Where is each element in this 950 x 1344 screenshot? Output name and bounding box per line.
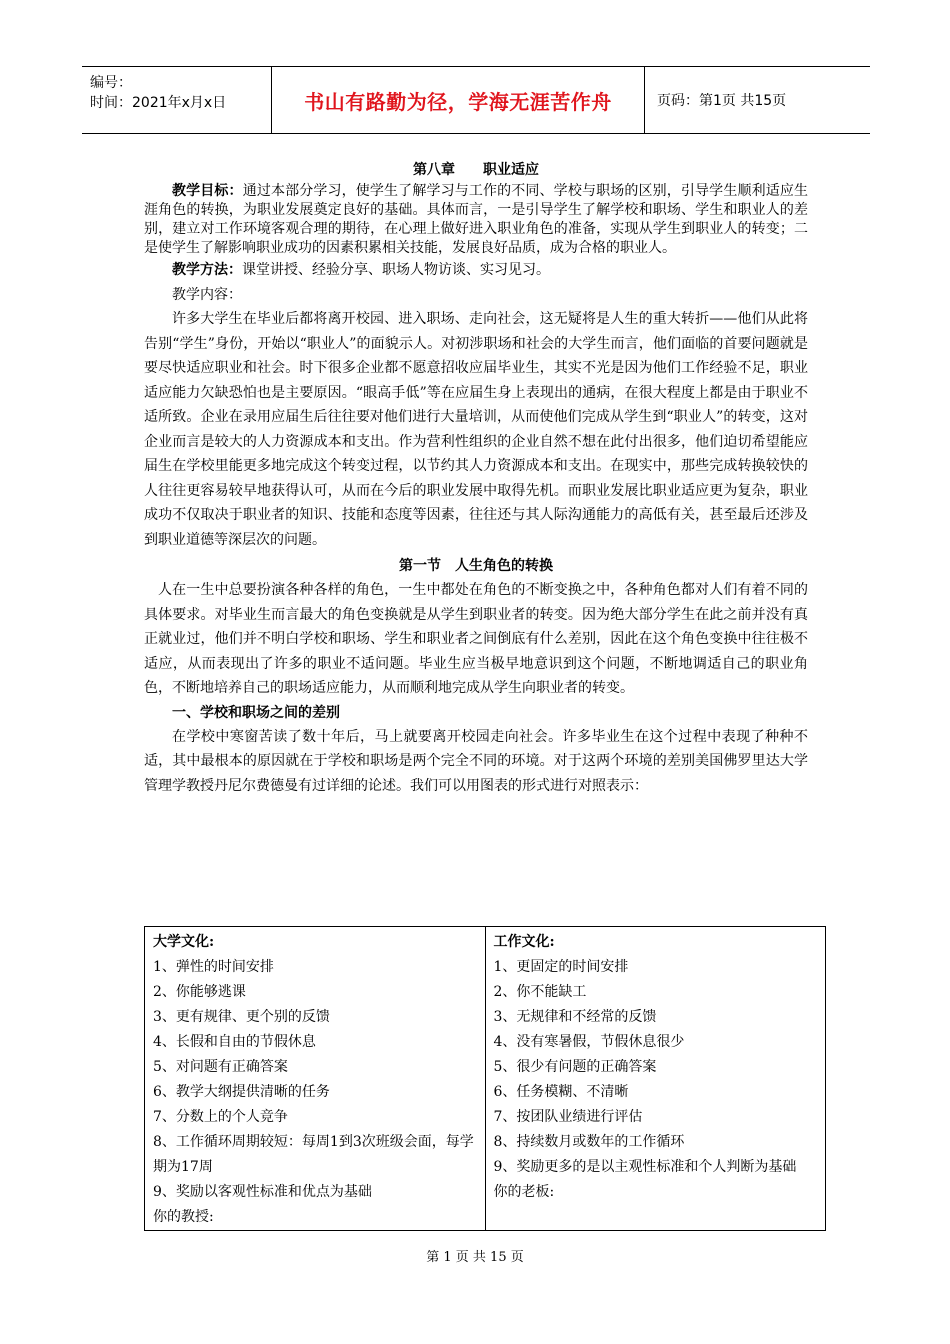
intro-paragraph: 许多大学生在毕业后都将离开校园、进入职场、走向社会，这无疑将是人生的重大转折——他们从此将告别“学生”身份，开始以“职业人”的面貌示人。对初涉职场和社会的大学生而言，他们面临的首要问题就是要尽快适应职业和社会。时下很多企业都不愿意招收应届毕业生，其实不光是因为他们工作经验不足，职业适应能力欠缺恐怕也是主要原因。“眼高手低”等在应届生身上表现出的通病，在很大程度上都是由于职业不适所致。企业在录用应届生后往往要对他们进行大量培训，从而使他们完成从学生到“职业人”的转变，这对企业而言是较大的人力资源成本和支出。作为营利性组织的企业自然不想在此付出很多，他们迫切希望能应届生在学校里能更多地完成这个转变过程，以节约其人力资源成本和支出。在现实中，那些完成转换较快的人往往更容易较早地获得认可，从而在今后的职业发展中取得先机。而职业发展比职业适应更为复杂，职业成功不仅取决于职业者的知识、技能和态度等因素，往往还与其人际沟通能力的高低有关，甚至最后还涉及到职业道德等深层次的问题。 [144,311,808,548]
subsection-title: 一、学校和职场之间的差别 [172,704,340,721]
methods-paragraph [144,258,808,283]
list-item: 6、教学大纲提供清晰的任务 [153,1084,330,1100]
list-item: 5、对问题有正确答案 [153,1059,288,1075]
work-culture-column [485,927,826,1231]
subsection-paragraph: 在学校中寒窗苦读了数十年后，马上就要离开校园走向社会。许多毕业生在这个过程中表现了种种不适，其中最根本的原因就在于学校和职场是两个完全不同的环境。对于这两个环境的差别美国佛罗里达大学管理学教授丹尼尔费德曼有过详细的论述。我们可以用图表的形式进行对照表示： [144,728,808,794]
methods-label: 教学方法： [172,262,242,278]
list-item: 7、按团队业绩进行评估 [493,1109,643,1125]
list-item: 3、无规律和不经常的反馈 [493,1009,657,1025]
objectives-text: 通过本部分学习，使学生了解学习与工作的不同、学校与职场的区别，引导学生顺利适应生涯角色的转换，为职业发展奠定良好的基础。具体而言，一是引导学生了解学校和职场、学生和职业人的差别，建立对工作环境客观合理的期待，在心理上做好进入职业角色的准备，实现从学生到职业人的转变；二是使学生了解影响职业成功的因素积累相关技能，发展良好品质，成为合格的职业人。 [144,183,809,256]
page-footer: 第 1 页 共 15 页 [426,1250,524,1265]
list-item: 4、长假和自由的节假休息 [153,1034,316,1050]
header-meta [82,67,272,133]
header-motto: 书山有路勤为径，学海无涯苦作舟 [272,67,645,133]
list-item: 6、任务模糊、不清晰 [493,1084,629,1100]
chapter-title: 第八章 职业适应 [413,162,539,178]
list-item: 5、很少有问题的正确答案 [493,1059,657,1075]
methods-text: 课堂讲授、经验分享、职场人物访谈、实习见习。 [242,262,550,278]
section-paragraph: 人在一生中总要扮演各种各样的角色，一生中都处在角色的不断变换之中，各种角色都对人们有着不同的具体要求。对毕业生而言最大的角色变换就是从学生到职业者的转变。因为绝大部分学生在此之前并没有真正就业过，他们并不明白学校和职场、学生和职业者之间倒底有什么差别，因此在这个角色变换中往往极不适应，从而表现出了许多的职业不适问题。毕业生应当极早地意识到这个问题，不断地调适自己的职业角色，不断地培养自己的职场适应能力，从而顺利地完成从学生向职业者的转变。 [144,582,808,696]
university-culture-header: 大学文化: [153,934,215,950]
list-item: 1、弹性的时间安排 [153,959,274,975]
list-item: 3、更有规律、更个别的反馈 [153,1009,330,1025]
page-header [82,66,870,134]
header-page-info: 页码：第1页 共15页 [657,93,787,109]
list-item: 你的老板: [493,1184,555,1200]
work-culture-header: 工作文化: [493,934,555,950]
list-item: 2、你能够逃课 [153,984,246,1000]
content-label: 教学内容： [172,286,242,303]
list-item: 1、更固定的时间安排 [493,959,629,975]
objectives-label: 教学目标： [172,183,243,199]
document-body [144,160,808,798]
list-item: 9、奖励更多的是以主观性标准和个人判断为基础 [493,1159,797,1175]
list-item: 7、分数上的个人竞争 [153,1109,288,1125]
section-title: 第一节 人生角色的转换 [399,558,553,574]
table-row [145,927,826,1231]
list-item: 4、没有寒暑假，节假休息很少 [493,1034,685,1050]
list-item: 2、你不能缺工 [493,984,587,1000]
list-item: 你的教授: [153,1209,214,1225]
comparison-table [144,926,826,1231]
list-item: 8、工作循环周期较短：每周1到3次班级会面，每学期为17周 [153,1134,474,1175]
objectives-paragraph [144,182,808,258]
list-item: 9、奖励以客观性标准和优点为基础 [153,1184,372,1200]
header-time: 时间：2021年x月x日 [90,95,227,111]
header-number: 编号： [90,75,132,91]
list-item: 8、持续数月或数年的工作循环 [493,1134,685,1150]
university-culture-column [145,927,486,1231]
